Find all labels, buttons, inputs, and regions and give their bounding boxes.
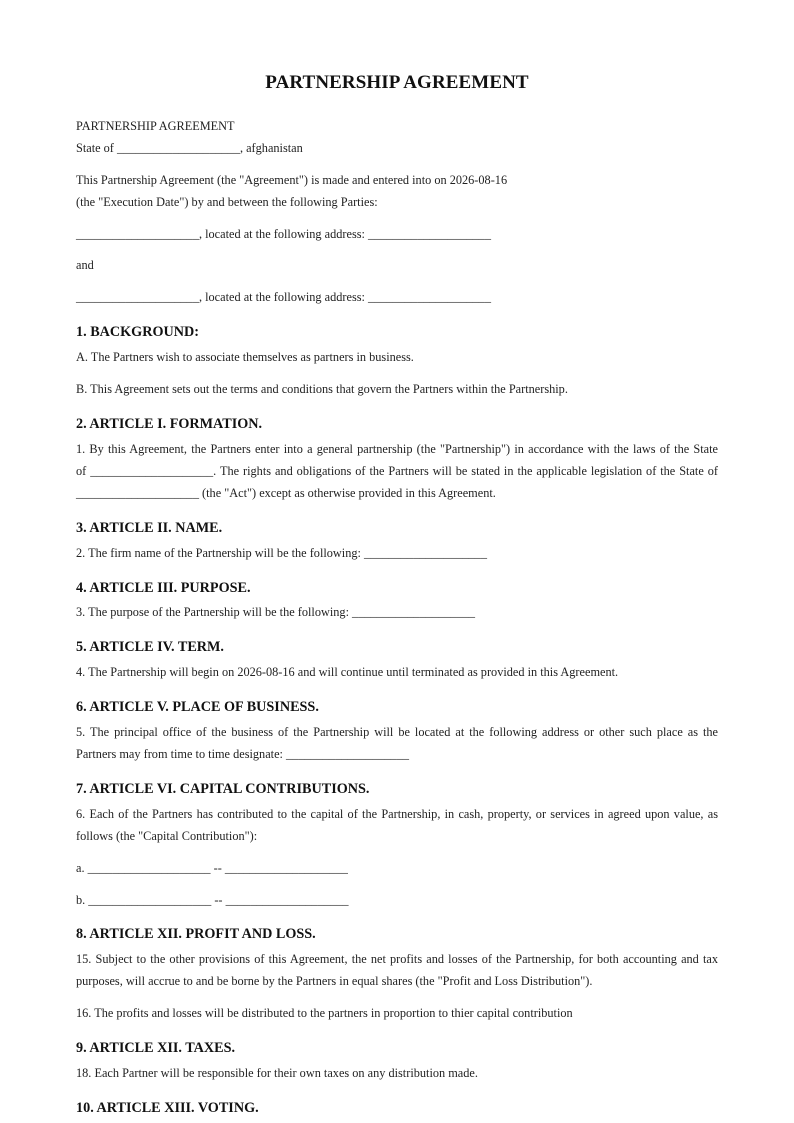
paragraph-line: a. ____________________ -- ____________________ [76, 861, 348, 875]
paragraph-line: State of ____________________, afghanistan [76, 141, 303, 155]
paragraph-line: 2. The firm name of the Partnership will be the following: ____________________ [76, 546, 487, 560]
paragraph-line: b. ____________________ -- ____________________ [76, 893, 349, 907]
section-heading: 1. BACKGROUND: [76, 324, 199, 340]
paragraph-line: purposes, will accrue to and be borne by the Partners in equal shares (the "Profit and Loss Distribution"). [76, 974, 593, 988]
paragraph-line: and [76, 258, 94, 272]
paragraph-line: 5. The principal office of the business of the Partnership will be located at the following address or other such place as the [76, 725, 718, 739]
paragraph-line: This Partnership Agreement (the "Agreement") is made and entered into on 2026-08-16 [76, 173, 508, 187]
paragraph-line: 4. The Partnership will begin on 2026-08-16 and will continue until terminated as provided in this Agreement. [76, 665, 619, 679]
paragraph-line: ____________________ (the "Act") except as otherwise provided in this Agreement. [76, 486, 496, 500]
section-heading: 8. ARTICLE XII. PROFIT AND LOSS. [76, 926, 316, 942]
paragraph-line: 6. Each of the Partners has contributed to the capital of the Partnership, in cash, property, or services in agreed upon value, as [76, 807, 718, 821]
section-heading: 7. ARTICLE VI. CAPITAL CONTRIBUTIONS. [76, 781, 370, 797]
section-heading: 5. ARTICLE IV. TERM. [76, 639, 224, 655]
section-heading: 6. ARTICLE V. PLACE OF BUSINESS. [76, 699, 319, 715]
paragraph-line: ____________________, located at the following address: ____________________ [76, 227, 491, 241]
paragraph-line: (the "Execution Date") by and between the following Parties: [76, 195, 378, 209]
section-heading: 9. ARTICLE XII. TAXES. [76, 1040, 236, 1056]
paragraph-line: of ____________________. The rights and obligations of the Partners will be stated in the applicable legislation of the State of [76, 464, 718, 478]
section-heading: 4. ARTICLE III. PURPOSE. [76, 580, 251, 596]
paragraph-line: Partners may from time to time designate: ____________________ [76, 747, 409, 761]
paragraph-line: 16. The profits and losses will be distributed to the partners in proportion to thier capital contribution [76, 1006, 573, 1020]
paragraph-line: PARTNERSHIP AGREEMENT [76, 119, 235, 133]
document-title: PARTNERSHIP AGREEMENT [265, 72, 529, 93]
paragraph-line: B. This Agreement sets out the terms and conditions that govern the Partners within the Partnership. [76, 382, 568, 396]
paragraph-line: follows (the "Capital Contribution"): [76, 829, 258, 843]
section-heading: 2. ARTICLE I. FORMATION. [76, 416, 263, 432]
paragraph-line: A. The Partners wish to associate themselves as partners in business. [76, 350, 414, 364]
paragraph-line: 15. Subject to the other provisions of this Agreement, the net profits and losses of the Partnership, for both accounting and tax [76, 952, 718, 966]
paragraph-line: ____________________, located at the following address: ____________________ [76, 290, 491, 304]
paragraph-line: 3. The purpose of the Partnership will be the following: ____________________ [76, 605, 476, 619]
paragraph-line: 18. Each Partner will be responsible for their own taxes on any distribution made. [76, 1066, 478, 1080]
section-heading: 10. ARTICLE XIII. VOTING. [76, 1100, 259, 1116]
section-heading: 3. ARTICLE II. NAME. [76, 520, 223, 536]
paragraph-line: 1. By this Agreement, the Partners enter into a general partnership (the "Partnership") in accordance with the laws of the State [76, 442, 718, 456]
